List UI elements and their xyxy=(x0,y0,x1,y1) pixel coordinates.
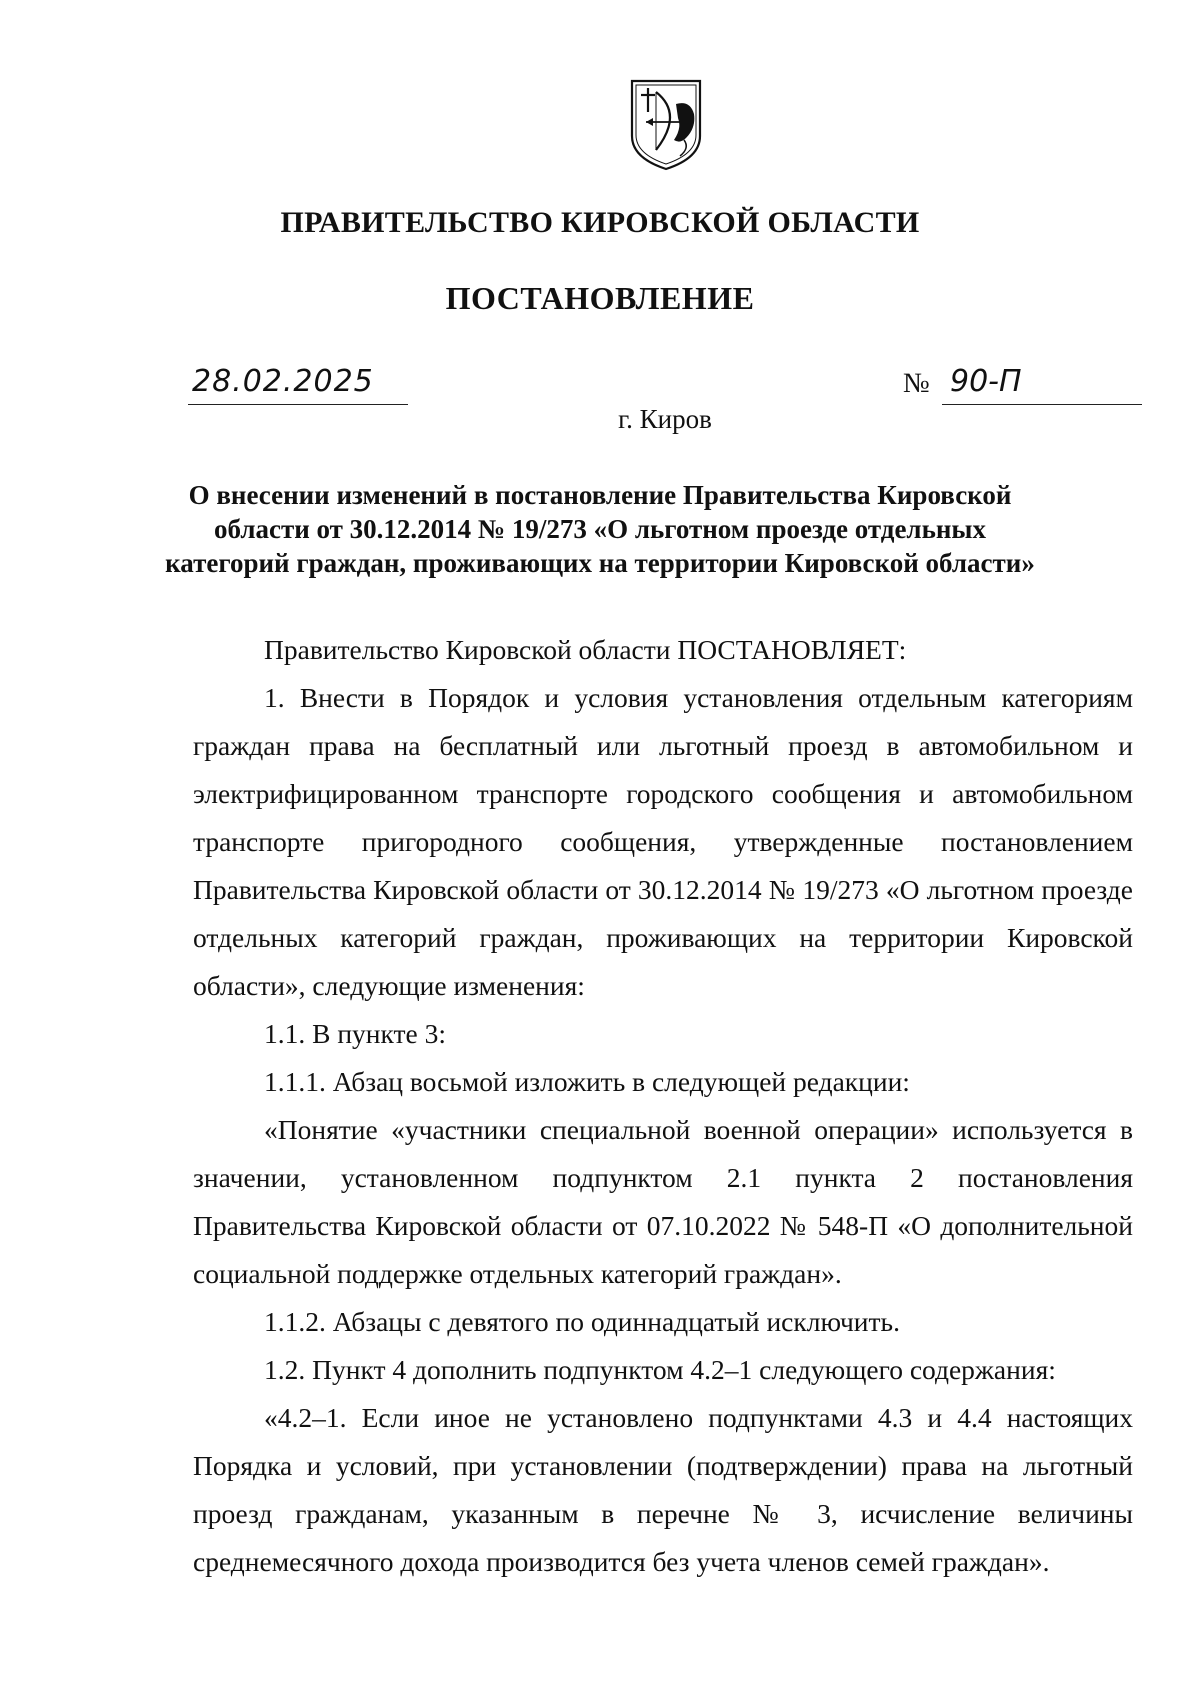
paragraph: 1.2. Пункт 4 дополнить подпунктом 4.2–1 следующего содержания: xyxy=(264,1354,1056,1385)
paragraph: Правительство Кировской области ПОСТАНОВЛЯЕТ: xyxy=(264,634,907,665)
government-title: ПРАВИТЕЛЬСТВО КИРОВСКОЙ ОБЛАСТИ xyxy=(280,206,920,239)
number-label: № xyxy=(903,368,930,399)
document-number: 90-П xyxy=(950,364,1022,399)
paragraph: «4.2–1. Если иное не установлено подпунктами 4.3 и 4.4 настоящих Порядка и условий, при установлении (подтверждении) права на льготный проезд гражданам, указанным в перечне № 3, исчисление величины среднемесячного дохода производится без учета членов семей граждан». xyxy=(193,1402,1133,1577)
document-date-field xyxy=(188,364,408,405)
coat-of-arms-emblem xyxy=(628,78,704,172)
paragraph: 1.1.1. Абзац восьмой изложить в следующей редакции: xyxy=(264,1066,910,1097)
paragraph: «Понятие «участники специальной военной операции» используется в значении, установленном подпунктом 2.1 пункта 2 постановления Правительства Кировской области от 07.10.2022 № 548-П «О дополнительной социальной поддержке отдельных категорий граждан». xyxy=(193,1114,1133,1289)
document-type-title: ПОСТАНОВЛЕНИЕ xyxy=(445,280,755,316)
document-date: 28.02.2025 xyxy=(192,364,374,399)
document-number-field xyxy=(942,364,1142,405)
paragraph: 1.1.2. Абзацы с девятого по одиннадцатый исключить. xyxy=(264,1306,900,1337)
paragraph: 1.1. В пункте 3: xyxy=(264,1018,447,1049)
document-body xyxy=(193,626,1133,1586)
paragraph: 1. Внести в Порядок и условия установления отдельным категориям граждан права на бесплатный или льготный проезд в автомобильном и электрифицированном транспорте городского сообщения и автомобильном транспорте пригородного сообщения, утвержденные постановлением Правительства Кировской области от 30.12.2014 № 19/273 «О льготном проезде отдельных категорий граждан, проживающих на территории Кировской области», следующие изменения: xyxy=(193,682,1133,1001)
city-name: г. Киров xyxy=(618,404,712,434)
document-subject: О внесении изменений в постановление Правительства Кировской области от 30.12.2014 № 19/273 «О льготном проезде отдельных категорий граждан, проживающих на территории Кировской области» xyxy=(165,480,1035,578)
